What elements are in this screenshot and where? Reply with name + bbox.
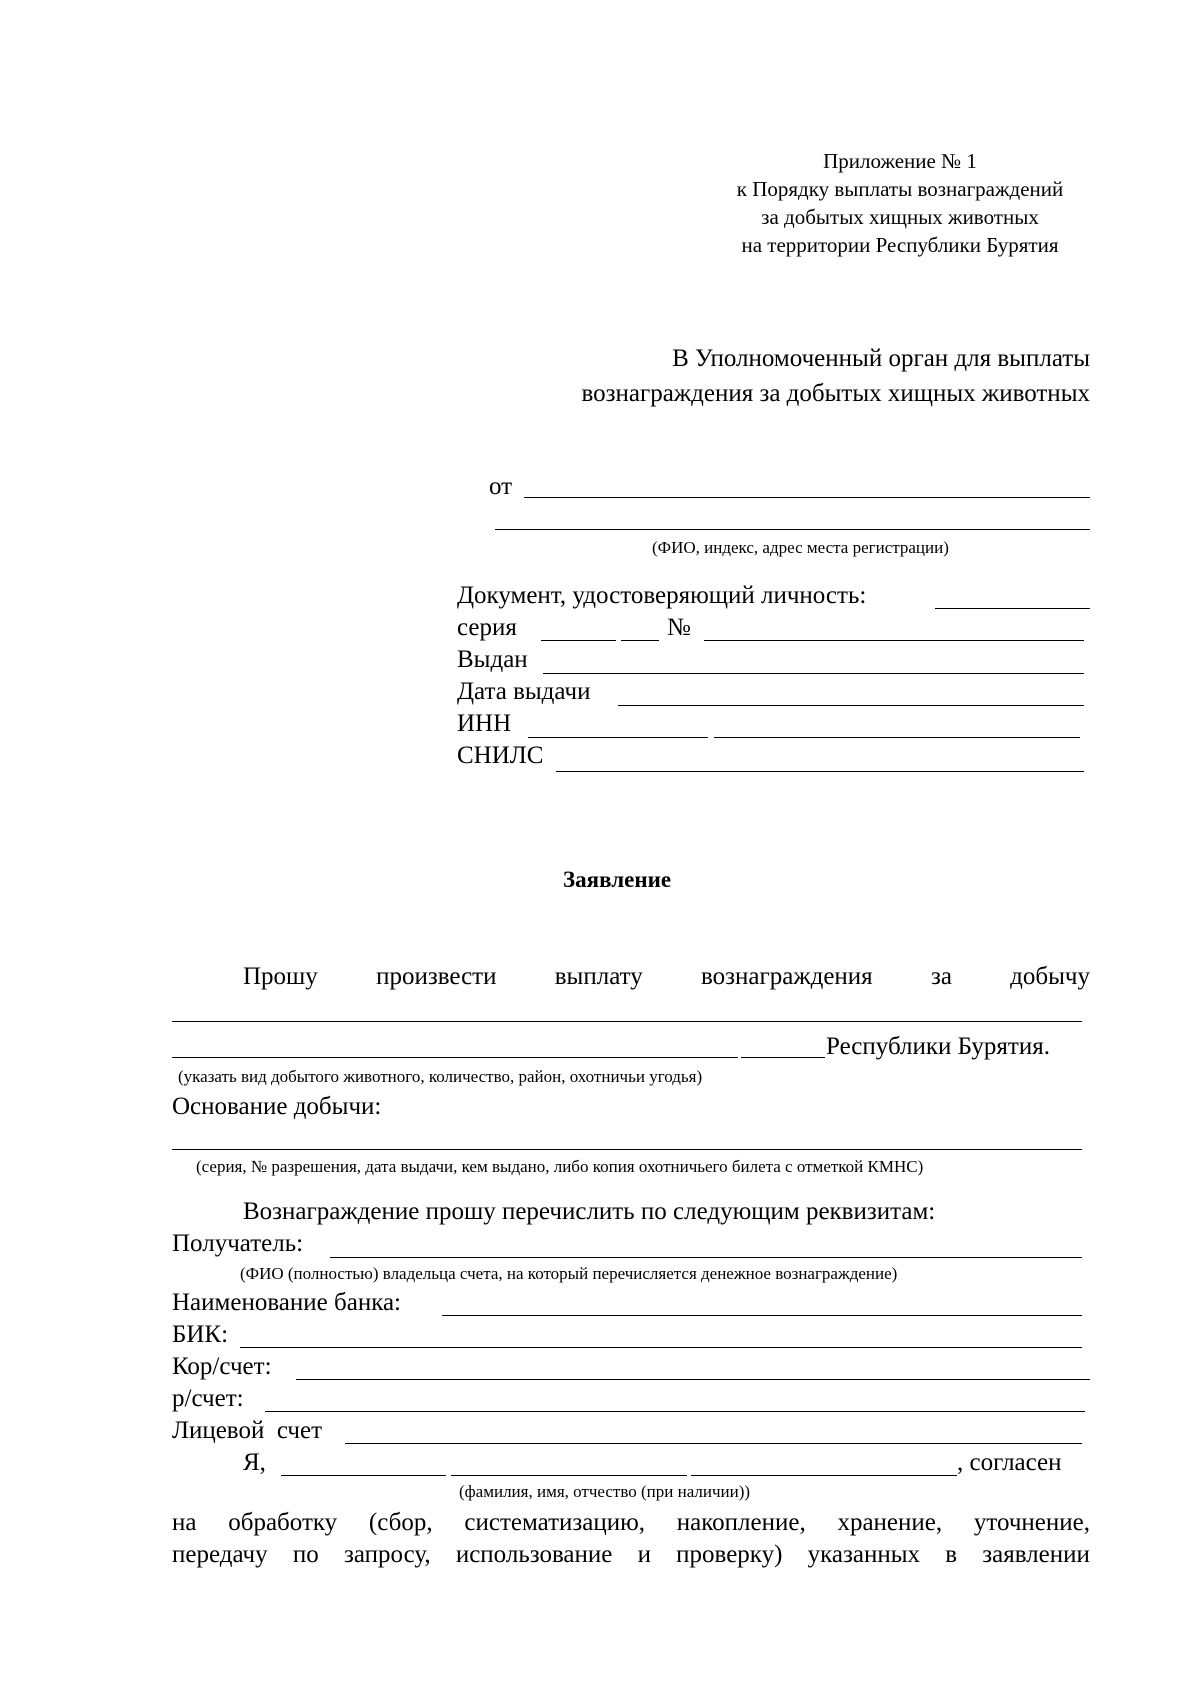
appendix-line-4: на территории Республики Бурятия <box>741 233 1059 257</box>
recipient-block <box>480 341 1090 411</box>
consent-name-hint: (фамилия, имя, отчество (при наличии)) <box>459 1482 751 1501</box>
consent-text-line-1 <box>172 1509 1090 1537</box>
account-field[interactable] <box>265 1411 1085 1412</box>
consent-word: накопление, <box>676 1509 806 1536</box>
from-field-line-2[interactable] <box>495 529 1090 530</box>
basis-field[interactable] <box>172 1149 1082 1150</box>
request-first-line <box>243 963 1090 991</box>
inn-label: ИНН <box>457 710 512 737</box>
number-label: № <box>667 614 691 641</box>
consent-word: запросу, <box>343 1541 431 1568</box>
page-title: Заявление <box>563 867 672 892</box>
snils-label: СНИЛС <box>457 742 544 769</box>
consent-word: использование <box>455 1541 613 1568</box>
series-label: серия <box>457 614 517 641</box>
from-field-line-1[interactable] <box>524 497 1090 498</box>
snils-field[interactable] <box>556 771 1084 772</box>
request-field-line-1[interactable] <box>172 1021 1082 1022</box>
consent-i-label: Я, <box>243 1449 266 1476</box>
consent-name-field-b[interactable] <box>451 1475 687 1476</box>
inn-field-a[interactable] <box>528 737 708 738</box>
issued-label: Выдан <box>457 646 528 673</box>
consent-word: проверку) <box>676 1541 783 1568</box>
document-field[interactable] <box>935 608 1090 609</box>
personal-account-field[interactable] <box>345 1443 1082 1444</box>
region-suffix: Республики Бурятия. <box>826 1033 1050 1060</box>
request-field-line-2b[interactable] <box>741 1057 825 1058</box>
consent-word: передачу <box>172 1541 268 1568</box>
request-hint: (указать вид добытого животного, количество, район, охотничьи угодья) <box>178 1067 703 1086</box>
request-word: добычу <box>1010 963 1090 990</box>
corr-account-field[interactable] <box>296 1379 1090 1380</box>
consent-word: указанных <box>807 1541 921 1568</box>
personal-account-label: Лицевой счет <box>172 1417 323 1444</box>
request-word: вознаграждения <box>701 963 873 990</box>
appendix-block <box>690 147 1110 259</box>
appendix-line-2: к Порядку выплаты вознаграждений <box>736 177 1064 201</box>
corr-account-label: Кор/счет: <box>172 1353 272 1380</box>
inn-field-b[interactable] <box>714 737 1080 738</box>
bank-name-field[interactable] <box>442 1315 1082 1316</box>
appendix-line-1: Приложение № 1 <box>823 149 977 173</box>
consent-text-line-2 <box>172 1541 1090 1569</box>
consent-word: в <box>945 1541 958 1568</box>
account-label: р/счет: <box>172 1385 244 1412</box>
issue-date-label: Дата выдачи <box>457 678 591 705</box>
basis-label: Основание добычи: <box>172 1093 382 1120</box>
from-label: от <box>489 473 513 500</box>
bank-intro: Вознаграждение прошу перечислить по следующим реквизитам: <box>243 1198 936 1225</box>
bik-label: БИК: <box>172 1321 229 1348</box>
issued-field[interactable] <box>543 673 1084 674</box>
consent-word: (сбор, <box>368 1509 433 1536</box>
request-word: Прошу <box>243 963 318 990</box>
consent-name-field-a[interactable] <box>281 1475 446 1476</box>
series-field-a[interactable] <box>541 640 616 641</box>
consent-word: по <box>292 1541 319 1568</box>
consent-word: заявлении <box>982 1541 1090 1568</box>
consent-word: и <box>637 1541 651 1568</box>
payee-hint: (ФИО (полностью) владельца счета, на который перечисляется денежное вознаграждение) <box>240 1264 898 1283</box>
request-word: произвести <box>376 963 497 990</box>
request-field-line-2a[interactable] <box>172 1057 738 1058</box>
issue-date-field[interactable] <box>618 705 1084 706</box>
bik-field[interactable] <box>240 1347 1082 1348</box>
payee-field[interactable] <box>330 1257 1082 1258</box>
basis-hint: (серия, № разрешения, дата выдачи, кем выдано, либо копия охотничьего билета с отметкой КМНС) <box>196 1157 924 1176</box>
consent-name-field-c[interactable] <box>691 1475 957 1476</box>
consent-word: хранение, <box>837 1509 943 1536</box>
consent-word: систематизацию, <box>464 1509 646 1536</box>
consent-agree-label: , согласен <box>957 1449 1062 1476</box>
number-field[interactable] <box>704 640 1084 641</box>
consent-word: на <box>172 1509 197 1536</box>
consent-word: уточнение, <box>973 1509 1090 1536</box>
appendix-line-3: за добытых хищных животных <box>761 205 1039 229</box>
recipient-line-1: В Уполномоченный орган для выплаты <box>672 345 1090 372</box>
request-word: выплату <box>554 963 643 990</box>
bank-name-label: Наименование банка: <box>172 1289 402 1316</box>
payee-label: Получатель: <box>172 1230 304 1257</box>
request-word: за <box>930 963 952 990</box>
recipient-line-2: вознаграждения за добытых хищных животных <box>581 380 1090 407</box>
consent-word: обработку <box>228 1509 338 1536</box>
from-hint: (ФИО, индекс, адрес места регистрации) <box>652 538 949 557</box>
series-field-b[interactable] <box>621 640 659 641</box>
document-label: Документ, удостоверяющий личность: <box>457 582 867 609</box>
